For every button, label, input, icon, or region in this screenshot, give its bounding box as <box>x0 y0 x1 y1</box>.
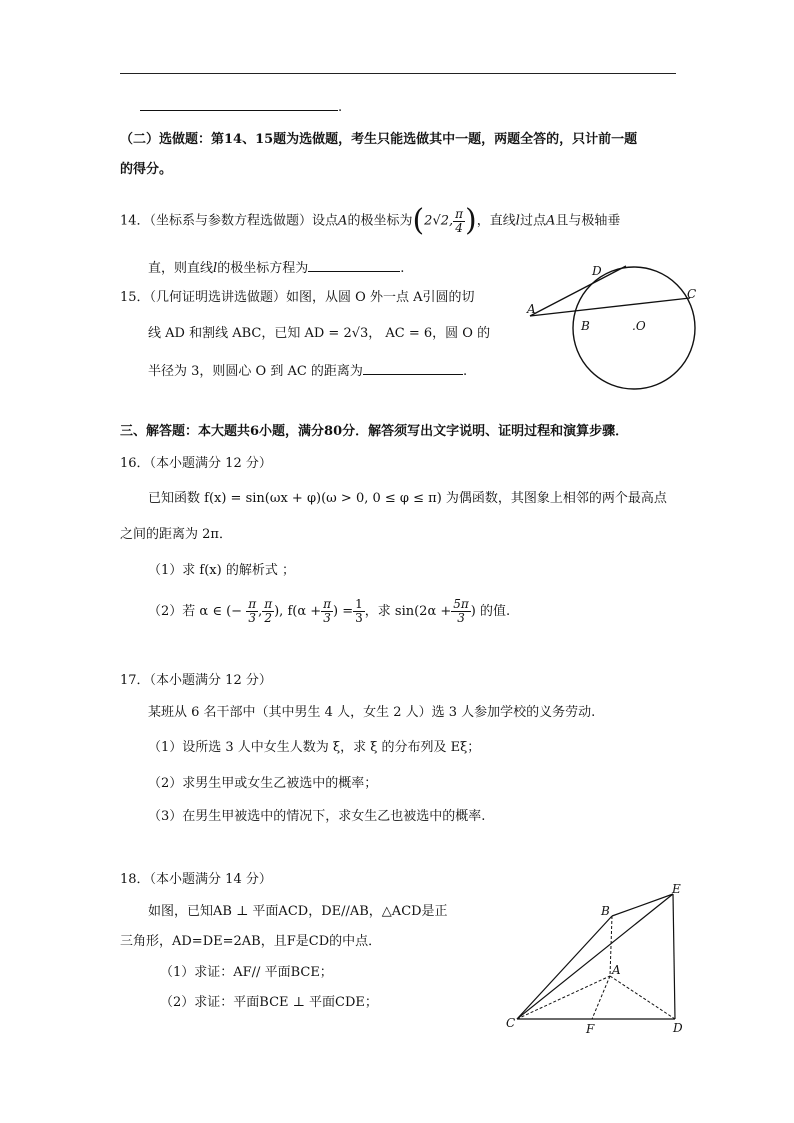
q17-title: 17．（本小题满分 12 分） <box>120 673 272 688</box>
label-a: A <box>612 963 621 977</box>
coord-open-paren: ( <box>412 203 425 238</box>
top-answer-blank-line: . <box>140 96 342 117</box>
q18-title: 18．（本小题满分 14 分） <box>120 872 272 887</box>
label-a: A <box>527 302 536 316</box>
answer-blank[interactable] <box>140 96 338 111</box>
section2-heading-line2: 的得分。 <box>120 162 173 177</box>
edge-de <box>673 894 675 1019</box>
coord-close-paren: ) <box>465 203 477 238</box>
q15-line3: 半径为 3，则圆心 O 到 AC 的距离为 . <box>148 360 467 381</box>
section2-heading-line1: （二）选做题：第14、15题为选做题，考生只能选做其中一题，两题全答的，只计前一题 <box>120 132 638 147</box>
q16-title: 16．（本小题满分 12 分） <box>120 456 272 471</box>
q14-answer-blank[interactable] <box>308 257 400 272</box>
q14-line2: 直，则直线l的极坐标方程为 . <box>148 257 404 278</box>
section3-heading: 三、解答题：本大题共6小题，满分80分．解答须写出文字说明、证明过程和演算步骤． <box>120 424 629 439</box>
q15-line2: 线 AD 和割线 ABC，已知 AD = 2√3， AC = 6，圆 O 的 <box>148 326 491 341</box>
tangent-ad <box>530 266 626 316</box>
q15-answer-blank[interactable] <box>363 360 463 375</box>
q16-part2: （2）若 α ∈ (− $\frac{\pi}{3}$ , $\frac{\pi}{2}$ ), f(α + $\frac{\pi}{3}$ ) = $\frac{1}{3}$ ，求 sin(2α + $\frac{5\pi}{3}$ ) 的值. <box>148 597 511 625</box>
frac-pi-3: $\frac{\pi}{3}$ <box>248 597 257 625</box>
q14-line1: 14．（坐标系与参数方程选做题）设点A的极坐标为(2√2, $\frac{\pi}{4}$ )，直线l过点A且与极轴垂 <box>120 203 621 238</box>
q16-part1: （1）求 f(x) 的解析式 ； <box>148 563 295 578</box>
pi-over-4: $\frac{\pi}{4}$ <box>455 206 464 235</box>
frac-1-3: $\frac{1}{3}$ <box>355 597 363 625</box>
edge-ad <box>610 976 675 1019</box>
q16-line2: 之间的距离为 2π． <box>120 527 232 542</box>
edge-ce <box>517 894 673 1019</box>
frac-5pi-3: $\frac{5\pi}{3}$ <box>453 597 469 625</box>
q17-part1: （1）设所选 3 人中女生人数为 ξ，求 ξ 的分布列及 Eξ； <box>148 740 481 755</box>
top-rule <box>120 73 676 74</box>
q16-line1: 已知函数 f(x) = sin(ωx + φ)(ω > 0, 0 ≤ φ ≤ π) 为偶函数，其图象上相邻的两个最高点 <box>148 491 667 506</box>
label-d: D <box>673 1021 683 1035</box>
q18-part2: （2）求证：平面BCE ⊥ 平面CDE； <box>160 995 378 1010</box>
q18-solid-figure <box>502 882 698 1038</box>
q18-line2: 三角形，AD=DE=2AB，且F是CD的中点． <box>120 934 382 949</box>
label-e: E <box>672 882 681 896</box>
q17-part3: （3）在男生甲被选中的情况下，求女生乙也被选中的概率. <box>148 809 486 824</box>
edge-cb <box>517 916 612 1019</box>
secant-abc <box>530 298 690 316</box>
q15-line1: 15．（几何证明选讲选做题）如图，从圆 O 外一点 A引圆的切 <box>120 290 475 305</box>
label-f: F <box>586 1022 595 1036</box>
q17-line1: 某班从 6 名干部中（其中男生 4 人，女生 2 人）选 3 人参加学校的义务劳动. <box>148 705 596 720</box>
q17-part2: （2）求男生甲或女生乙被选中的概率； <box>148 776 378 791</box>
label-b: B <box>581 319 590 333</box>
edge-af <box>592 976 610 1019</box>
label-b: B <box>601 904 610 918</box>
frac-pi-2: $\frac{\pi}{2}$ <box>264 597 273 625</box>
label-c: C <box>687 287 697 301</box>
label-d: D <box>592 264 602 278</box>
frac-pi-3b: $\frac{\pi}{3}$ <box>323 597 332 625</box>
q15-circle-figure <box>522 258 702 398</box>
edge-be <box>612 894 673 916</box>
q18-line1: 如图，已知AB ⊥ 平面ACD，DE//AB，△ACD是正 <box>148 904 448 919</box>
q18-part1: （1）求证：AF// 平面BCE； <box>160 965 333 980</box>
label-o: .O <box>632 319 646 333</box>
label-c: C <box>506 1016 516 1030</box>
